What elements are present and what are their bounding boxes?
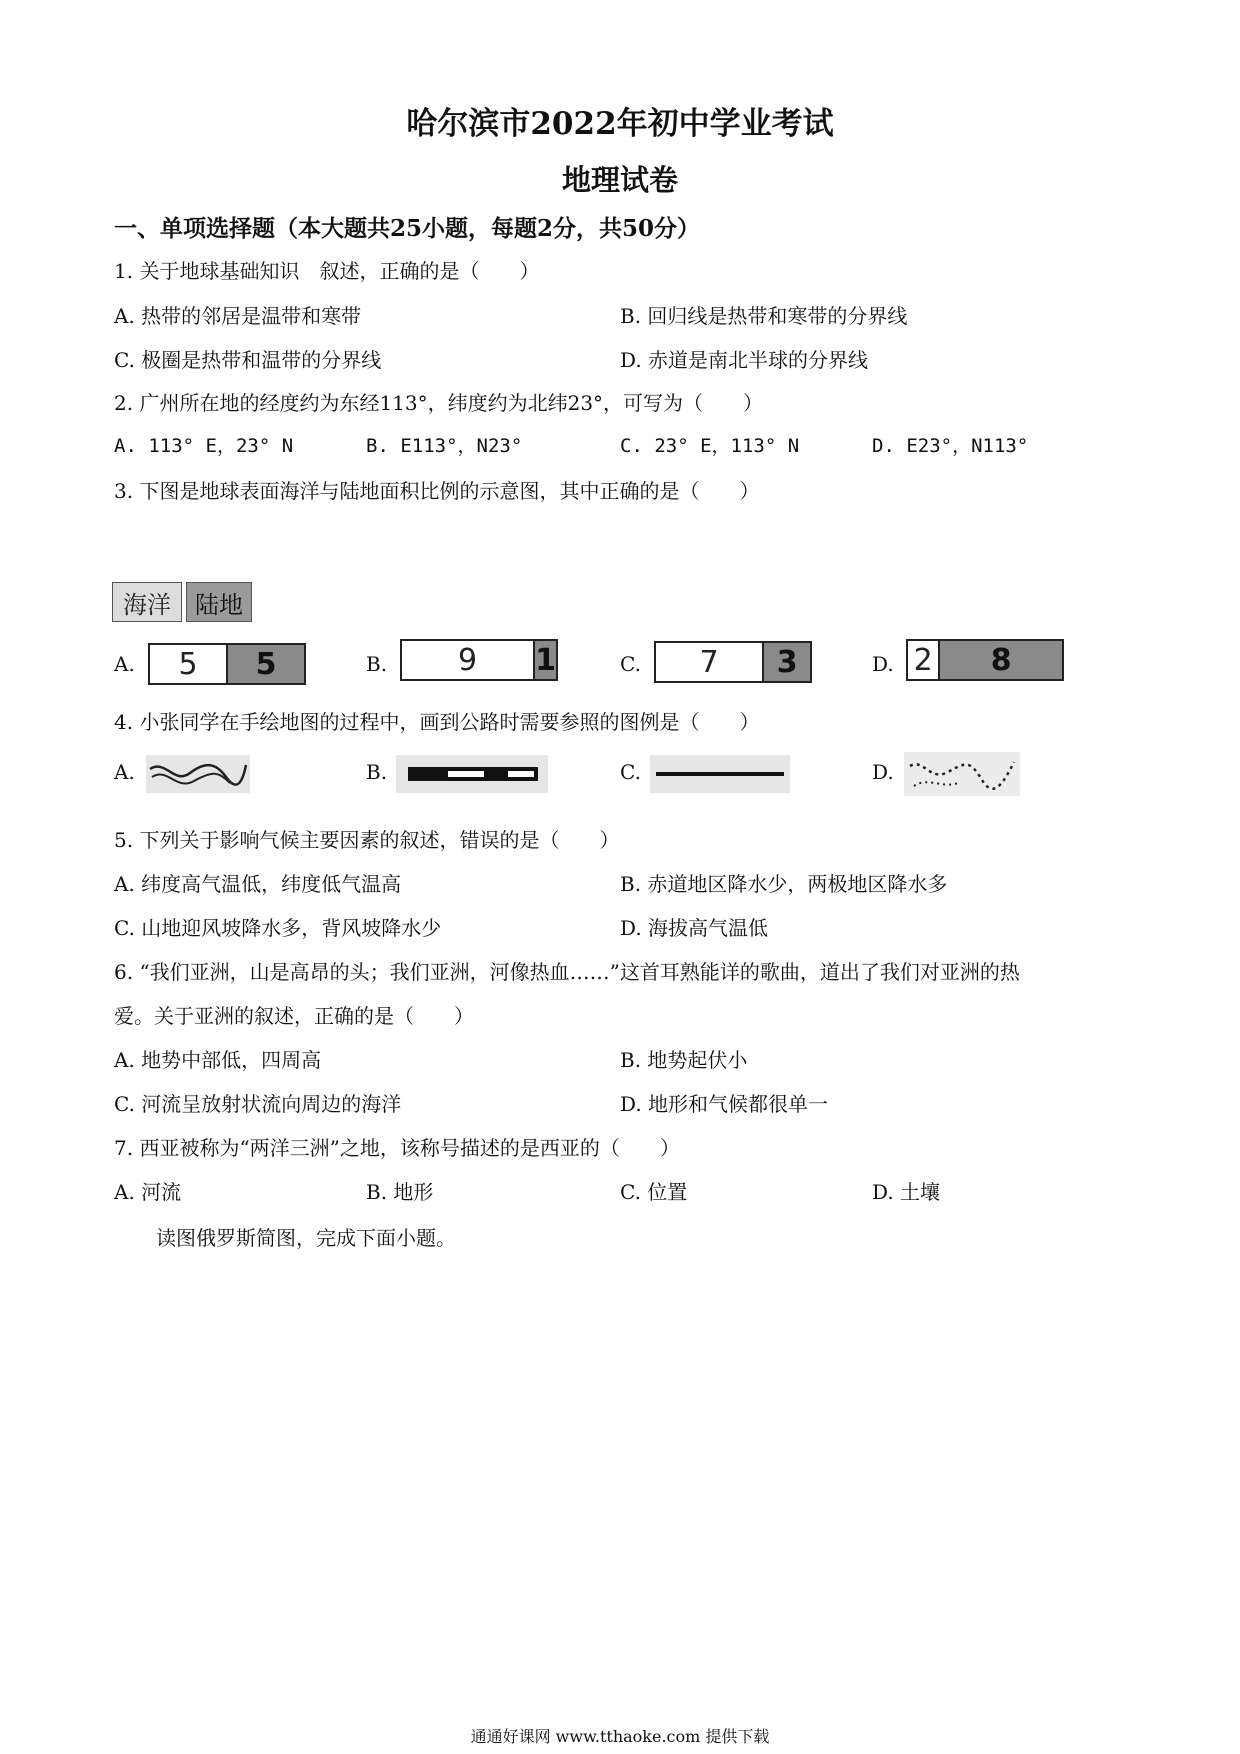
legend-land: 陆地	[186, 582, 252, 622]
ratio-bar-b-ocean: 9	[402, 641, 533, 679]
question-6-option-d: D. 地形和气候都很单一	[620, 1092, 829, 1116]
question-1-option-c: C. 极圈是热带和温带的分界线	[114, 348, 382, 372]
ratio-bar-a-land: 5	[226, 645, 304, 683]
question-3-label-b: B.	[366, 652, 388, 676]
legend-ocean: 海洋	[112, 582, 182, 622]
question-3-label-a: A.	[114, 652, 135, 676]
question-4-label-c: C.	[620, 760, 641, 784]
question-6-option-a: A. 地势中部低，四周高	[114, 1048, 322, 1072]
railway-symbol	[396, 755, 548, 793]
question-6-option-c: C. 河流呈放射状流向周边的海洋	[114, 1092, 402, 1116]
question-2-option-b: B. E113°，N23°	[366, 435, 523, 457]
question-3-label-d: D.	[872, 652, 894, 676]
question-4-label-a: A.	[114, 760, 135, 784]
question-2-option-a: A. 113° E，23° N	[114, 435, 294, 457]
question-5-option-d: D. 海拔高气温低	[620, 916, 769, 940]
ratio-bar-d-ocean: 2	[908, 641, 938, 679]
question-1-option-d: D. 赤道是南北半球的分界线	[620, 348, 869, 372]
exam-subtitle: 地理试卷	[561, 163, 678, 197]
question-2-option-c: C. 23° E，113° N	[620, 435, 800, 457]
question-2-option-d: D. E23°，N113°	[872, 435, 1029, 457]
railway-icon	[396, 755, 548, 793]
question-6-option-b: B. 地势起伏小	[620, 1048, 748, 1072]
ratio-bar-b-land: 1	[535, 642, 556, 678]
question-5-option-b: B. 赤道地区降水少，两极地区降水多	[620, 872, 948, 896]
question-2-stem: 2. 广州所在地的经度约为东经113°，纬度约为北纬23°，可写为（ ）	[114, 391, 764, 415]
boundary-symbol	[904, 752, 1020, 796]
question-3-stem: 3. 下图是地球表面海洋与陆地面积比例的示意图，其中正确的是（ ）	[114, 479, 760, 503]
question-7-option-b: B. 地形	[366, 1180, 434, 1204]
question-3-label-c: C.	[620, 652, 641, 676]
question-5-option-a: A. 纬度高气温低，纬度低气温高	[114, 872, 402, 896]
question-7-option-c: C. 位置	[620, 1180, 688, 1204]
river-symbol	[146, 755, 250, 793]
question-5-stem: 5. 下列关于影响气候主要因素的叙述，错误的是（ ）	[114, 828, 620, 852]
exam-title: 哈尔滨市2022年初中学业考试	[406, 106, 834, 142]
ratio-bar-b	[400, 639, 558, 681]
road-symbol	[650, 755, 790, 793]
footer-watermark: 通通好课网 www.tthaoke.com 提供下载	[470, 1727, 770, 1746]
question-1-stem: 1. 关于地球基础知识 叙述，正确的是（ ）	[114, 259, 540, 283]
question-4-stem: 4. 小张同学在手绘地图的过程中，画到公路时需要参照的图例是（ ）	[114, 710, 760, 734]
road-icon	[650, 755, 790, 793]
river-icon	[146, 755, 250, 793]
ratio-bar-c	[654, 641, 812, 683]
ratio-bar-a-ocean: 5	[150, 645, 226, 683]
question-7-option-a: A. 河流	[114, 1180, 182, 1204]
question-7-option-d: D. 土壤	[872, 1180, 941, 1204]
reading-instruction: 读图俄罗斯简图，完成下面小题。	[156, 1226, 456, 1250]
question-4-label-b: B.	[366, 760, 388, 784]
ratio-bar-c-land: 3	[762, 643, 810, 681]
question-4-label-d: D.	[872, 760, 894, 784]
ratio-bar-c-ocean: 7	[656, 643, 762, 681]
ratio-bar-d	[906, 639, 1064, 681]
question-5-option-c: C. 山地迎风坡降水多，背风坡降水少	[114, 916, 442, 940]
ratio-bar-d-land: 8	[938, 641, 1062, 679]
question-6-stem-line2: 爱。关于亚洲的叙述，正确的是（ ）	[114, 1004, 474, 1028]
question-6-stem-line1: 6. “我们亚洲，山是高昂的头；我们亚洲，河像热血……”这首耳熟能详的歌曲，道出了我们对亚洲的热	[114, 960, 1020, 984]
question-1-option-b: B. 回归线是热带和寒带的分界线	[620, 304, 908, 328]
question-7-stem: 7. 西亚被称为“两洋三洲”之地，该称号描述的是西亚的（ ）	[114, 1136, 680, 1160]
question-1-option-a: A. 热带的邻居是温带和寒带	[114, 304, 362, 328]
ratio-bar-a	[148, 643, 306, 685]
dashed-line-icon	[904, 752, 1020, 796]
section-heading: 一、单项选择题（本大题共25小题，每题2分，共50分）	[114, 215, 701, 242]
